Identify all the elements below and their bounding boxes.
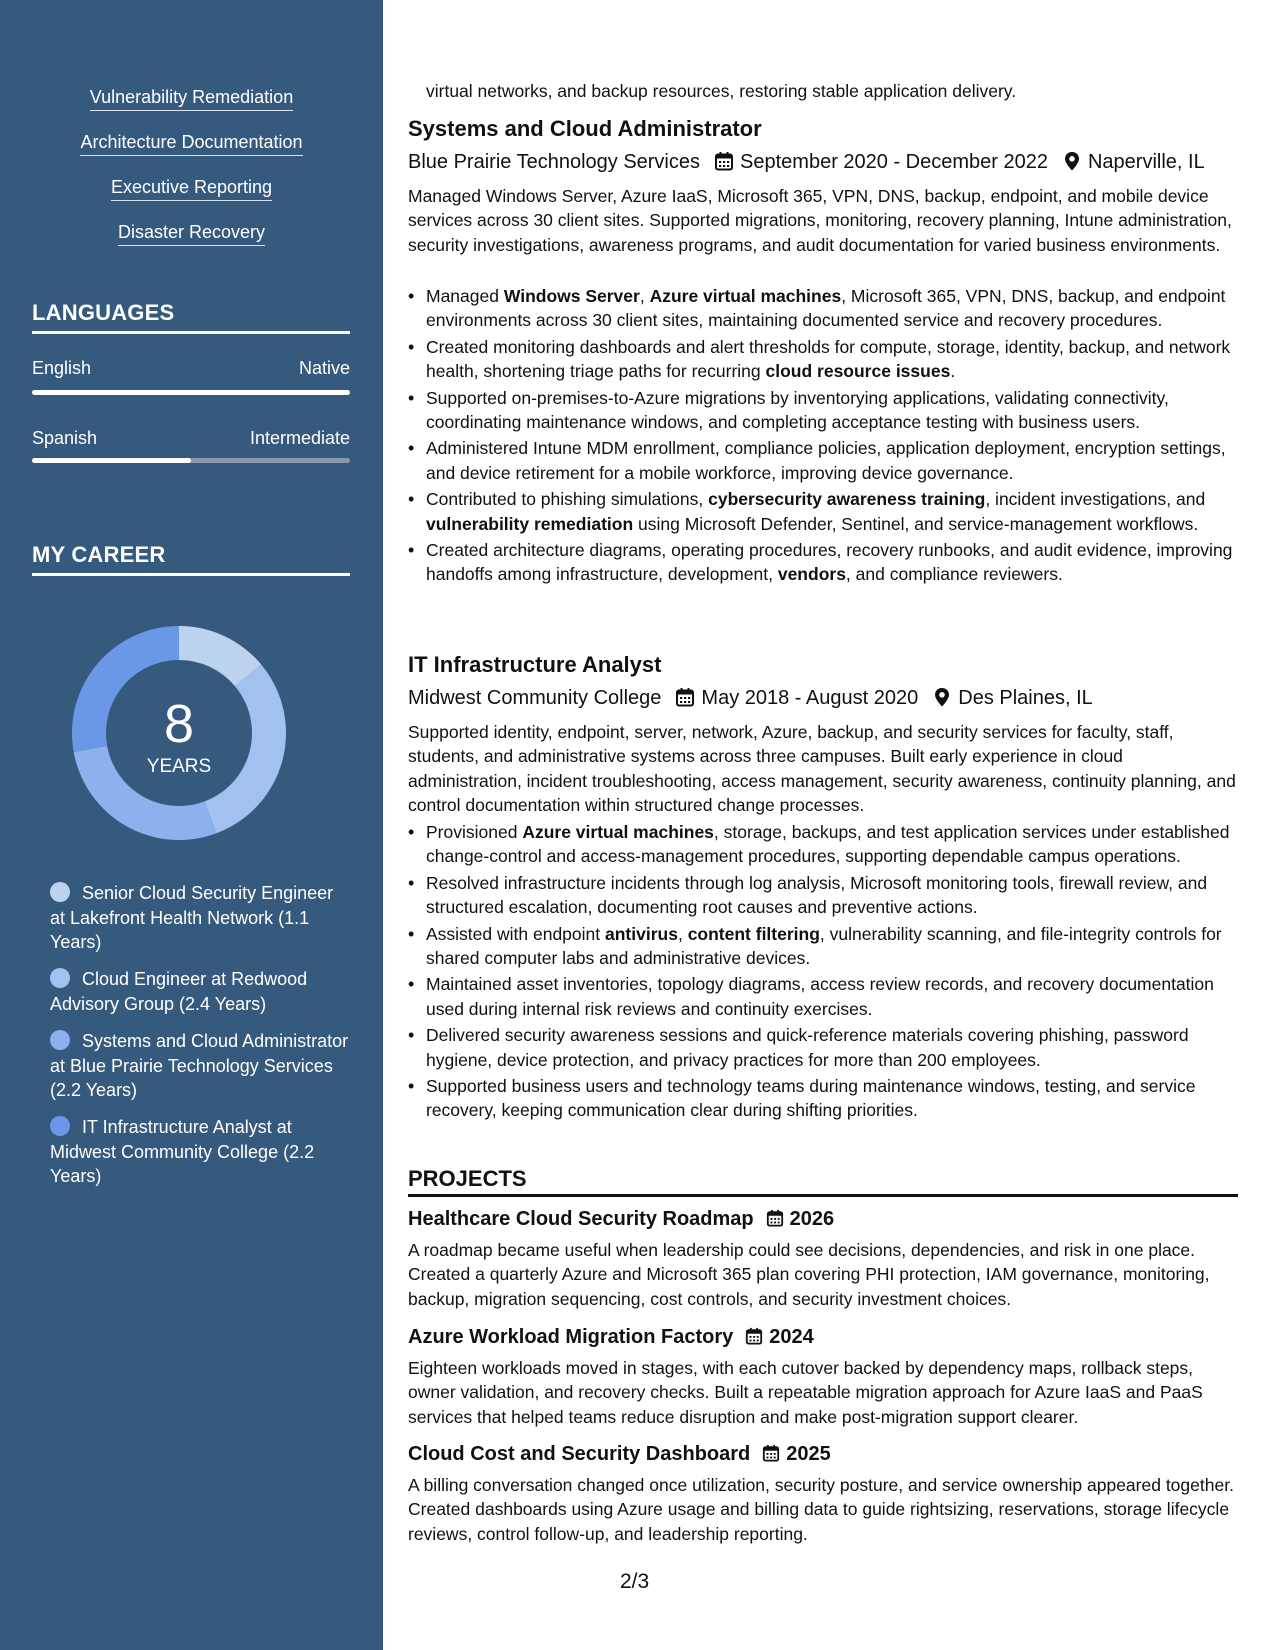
project-description: A roadmap became useful when leadership could see decisions, dependencies, and risk in one place. Created a quarterly Azure and Microsoft 365 plan covering PHI protection, IAM governance, monitoring, backup, migration sequencing, cost controls, and security investment choices. xyxy=(408,1240,1210,1309)
location-pin-icon xyxy=(932,687,952,707)
career-unit: YEARS xyxy=(146,756,212,777)
skill-vulnerability-remediation: Vulnerability Remediation xyxy=(0,87,383,111)
job-dates: May 2018 - August 2020 xyxy=(701,687,919,709)
project-year: 2024 xyxy=(769,1326,814,1348)
project-title: Azure Workload Migration Factory 2024 xyxy=(408,1326,814,1348)
company-name: Blue Prairie Technology Services xyxy=(408,151,701,173)
bullet-item: • Contributed to phishing simulations, cybersecurity awareness training, incident investigations, and vulnerability remediation using Microsoft Defender, Sentinel, and service-management workflows. xyxy=(426,487,1256,536)
job-location: Des Plaines, IL xyxy=(958,687,1093,709)
career-item-2: Cloud Engineer at Redwood Advisory Group (2.4 Years) xyxy=(50,969,308,1014)
job-dates: September 2020 - December 2022 xyxy=(740,151,1048,173)
job-location: Naperville, IL xyxy=(1087,151,1205,173)
bullet-item: • Maintained asset inventories, topology diagrams, access review records, and recovery documentation used during internal risk reviews and continuity exercises. xyxy=(426,972,1256,1021)
project-description: A billing conversation changed once utilization, security posture, and service ownership appeared together. Created dashboards using Azure usage and billing data to guide rightsizing, reservations, storage lifecycle reviews, control follow-up, and leadership reporting. xyxy=(408,1475,1234,1544)
bullet-item: • Managed Windows Server, Azure virtual machines, Microsoft 365, VPN, DNS, backup, and endpoint environments across 30 client sites, maintaining documented service and recovery procedures. xyxy=(426,284,1256,333)
career-donut xyxy=(66,620,292,846)
bullet-item: • Created monitoring dashboards and alert thresholds for compute, storage, identity, backup, and network health, shortening triage paths for recurring cloud resource issues. xyxy=(426,335,1256,384)
language-name: Spanish xyxy=(32,428,98,448)
calendar-icon xyxy=(762,1444,780,1462)
calendar-icon xyxy=(766,1209,784,1227)
calendar-icon xyxy=(714,151,734,171)
legend-dot xyxy=(50,882,70,902)
job-summary: Managed Windows Server, Azure IaaS, Microsoft 365, VPN, DNS, backup, endpoint, and mobile device services across 30 client sites. Supported migrations, monitoring, recovery planning, Intune administration, security investigations, awareness programs, and audit documentation for varied business environments. xyxy=(408,186,1232,255)
language-name: English xyxy=(32,358,92,378)
language-bar-english xyxy=(32,390,350,395)
skill-executive-reporting: Executive Reporting xyxy=(0,177,383,201)
career-total: 8 xyxy=(163,694,195,754)
page-number: 2/3 xyxy=(620,1570,650,1593)
language-bar-spanish xyxy=(32,458,350,463)
career-item-3: Systems and Cloud Administrator at Blue Prairie Technology Services (2.2 Years) xyxy=(50,1031,349,1100)
project-title: Healthcare Cloud Security Roadmap 2026 xyxy=(408,1208,835,1230)
donut-segment-4 xyxy=(72,626,179,752)
legend-dot xyxy=(50,1030,70,1050)
calendar-icon xyxy=(745,1327,763,1345)
career-item-4: IT Infrastructure Analyst at Midwest Community College (2.2 Years) xyxy=(50,1117,315,1186)
legend-dot xyxy=(50,1116,70,1136)
bullet-item: • Resolved infrastructure incidents through log analysis, Microsoft monitoring tools, firewall review, and structured escalation, documenting root causes and preventive actions. xyxy=(426,871,1256,920)
career-title: MY CAREER xyxy=(32,542,350,576)
bullet-item: • Assisted with endpoint antivirus, content filtering, vulnerability scanning, and file-integrity controls for shared computer labs and administrative devices. xyxy=(426,922,1256,971)
sidebar xyxy=(0,0,383,1650)
career-item-1: Senior Cloud Security Engineer at Lakefront Health Network (1.1 Years) xyxy=(50,883,334,952)
carry-over-text: virtual networks, and backup resources, restoring stable application delivery. xyxy=(426,81,1017,101)
skill-architecture-documentation: Architecture Documentation xyxy=(0,132,383,156)
job-meta xyxy=(408,686,1093,710)
skill-disaster-recovery: Disaster Recovery xyxy=(0,222,383,246)
bullet-item: • Delivered security awareness sessions and quick-reference materials covering phishing, password hygiene, device protection, and privacy practices for more than 200 employees. xyxy=(426,1023,1256,1072)
job-meta xyxy=(408,150,1205,174)
bullet-item: • Provisioned Azure virtual machines, storage, backups, and test application services under established change-control and access-management procedures, supporting dependable campus operations. xyxy=(426,820,1256,869)
language-level: Intermediate xyxy=(249,428,350,448)
location-pin-icon xyxy=(1062,151,1082,171)
project-description: Eighteen workloads moved in stages, with each cutover backed by dependency maps, rollback steps, owner validation, and recovery checks. Built a repeatable migration approach for Azure IaaS and PaaS services that helped teams reduce disruption and make post-migration support clearer. xyxy=(408,1358,1203,1427)
language-spanish xyxy=(32,428,350,449)
language-fill xyxy=(32,458,191,463)
bullet-item: • Supported business users and technology teams during maintenance windows, testing, and service recovery, keeping communication clear during shifting priorities. xyxy=(426,1074,1256,1123)
company-name: Midwest Community College xyxy=(408,687,662,709)
calendar-icon xyxy=(675,687,695,707)
language-level: Native xyxy=(298,358,350,378)
project-title: Cloud Cost and Security Dashboard 2025 xyxy=(408,1443,831,1465)
bullet-item: • Created architecture diagrams, operating procedures, recovery runbooks, and audit evidence, improving handoffs among infrastructure, development, vendors, and compliance reviewers. xyxy=(426,538,1256,587)
bullet-item: • Administered Intune MDM enrollment, compliance policies, application deployment, encryption settings, and device retirement for a mobile workforce, improving device governance. xyxy=(426,436,1256,485)
projects-title: PROJECTS xyxy=(408,1167,1238,1197)
job-bullets xyxy=(408,284,1256,589)
bullet-item: • Supported on-premises-to-Azure migrations by inventorying applications, validating connectivity, coordinating maintenance windows, and completing acceptance testing with business users. xyxy=(426,386,1256,435)
languages-title: LANGUAGES xyxy=(32,300,350,334)
donut-segment-2 xyxy=(205,664,286,833)
job-summary: Supported identity, endpoint, server, network, Azure, backup, and security services for faculty, staff, students, and administrative systems across three campuses. Built early experience in cloud administration, incident troubleshooting, access management, security awareness, continuity planning, and control documentation within structured change processes. xyxy=(408,722,1236,816)
project-year: 2026 xyxy=(789,1208,835,1230)
language-english xyxy=(32,358,350,379)
language-fill xyxy=(32,390,350,395)
project-year: 2025 xyxy=(786,1443,831,1465)
job-title: IT Infrastructure Analyst xyxy=(408,652,662,677)
job-title: Systems and Cloud Administrator xyxy=(408,116,762,141)
job-bullets xyxy=(408,820,1256,1125)
legend-dot xyxy=(50,968,70,988)
